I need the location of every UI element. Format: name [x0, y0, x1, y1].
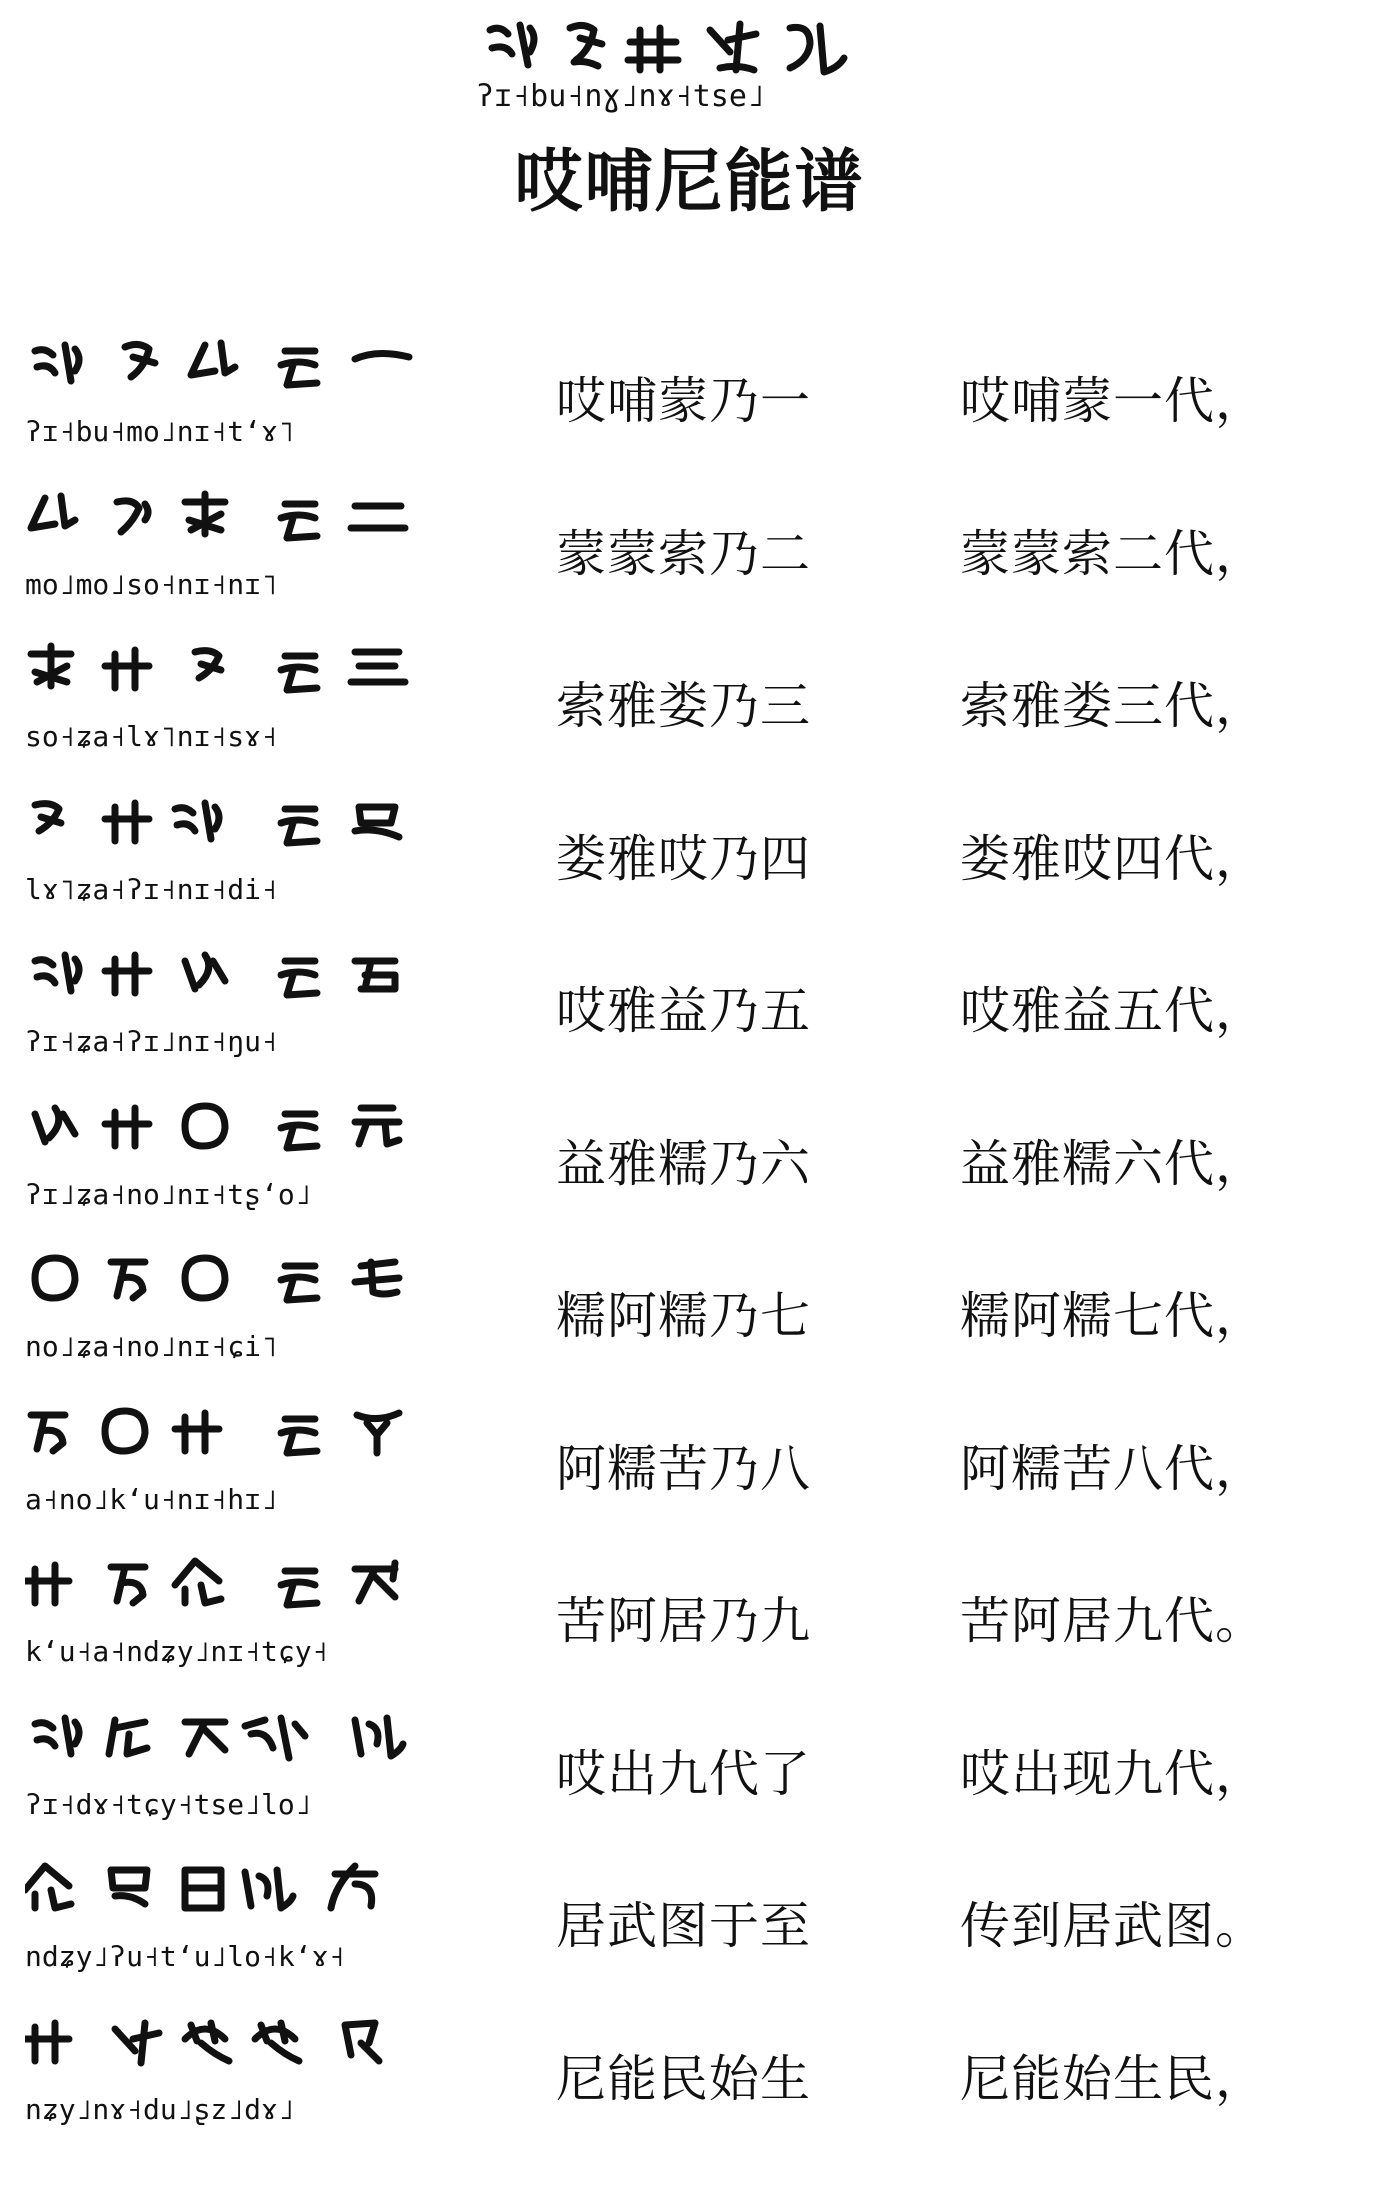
- translation-literal: 居武图于至: [556, 1897, 811, 1955]
- translation-literal: 索雅娄乃三: [556, 677, 811, 735]
- translation-literal: 娄雅哎乃四: [556, 829, 811, 888]
- table-row: [0, 1850, 1379, 2003]
- svg-text:ʔɪ˩ʑa˧no˩nɪ˧tʂʻo˩: ʔɪ˩ʑa˧no˩nɪ˧tʂʻo˩: [25, 1177, 312, 1211]
- translation-literal: 哎雅益乃五: [556, 982, 811, 1040]
- svg-text:ʔɪ˧ʑa˧ʔɪ˩nɪ˧ŋu˧: ʔɪ˧ʑa˧ʔɪ˩nɪ˧ŋu˧: [25, 1025, 278, 1058]
- table-row: [0, 1698, 1379, 1851]
- svg-text:lɤ˥ʑa˧ʔɪ˧nɪ˧di˧: lɤ˥ʑa˧ʔɪ˧nɪ˧di˧: [25, 872, 278, 906]
- table-row: [0, 2003, 1379, 2156]
- svg-text:ʔɪ˧bu˧mo˩nɪ˧tʻɤ˥: ʔɪ˧bu˧mo˩nɪ˧tʻɤ˥: [25, 415, 295, 448]
- translation-free: 阿糯苦八代，: [960, 1439, 1266, 1498]
- translation-free: 哎雅益五代，: [960, 982, 1266, 1040]
- page-header: [0, 0, 1379, 240]
- svg-text:a˧no˩kʻu˧nɪ˧hɪ˩: a˧no˩kʻu˧nɪ˧hɪ˩: [25, 1482, 278, 1516]
- yi-script-image: [25, 2009, 455, 2137]
- translation-free: 索雅娄三代，: [960, 677, 1266, 735]
- header-yi-script-image: [470, 10, 890, 120]
- yi-script-image: [25, 1704, 455, 1832]
- table-row: [0, 478, 1379, 631]
- yi-script-image: [25, 1399, 455, 1527]
- translation-literal: 蒙蒙索乃二: [556, 524, 811, 583]
- svg-text:no˩ʑa˧no˩nɪ˧ɕi˥: no˩ʑa˧no˩nɪ˧ɕi˥: [25, 1330, 278, 1363]
- yi-script-image: [25, 484, 455, 612]
- table-row: [0, 1088, 1379, 1241]
- translation-literal: 益雅糯乃六: [556, 1134, 811, 1193]
- svg-text:ʔɪ˧bu˧nɣ˩nɤ˧tse˩: ʔɪ˧bu˧nɣ˩nɤ˧tse˩: [476, 79, 765, 114]
- yi-script-image: [25, 636, 455, 764]
- yi-script-image: [25, 789, 455, 917]
- table-row: [0, 1240, 1379, 1393]
- translation-free: 糯阿糯七代，: [960, 1287, 1266, 1345]
- translation-free: 苦阿居九代。: [960, 1592, 1266, 1650]
- translation-free: 尼能始生民，: [960, 2049, 1266, 2108]
- table-row: [0, 630, 1379, 783]
- svg-text:mo˩mo˩so˧nɪ˧nɪ˥: mo˩mo˩so˧nɪ˧nɪ˥: [25, 567, 278, 601]
- translation-free: 哎哺蒙一代，: [960, 372, 1266, 430]
- translation-literal: 阿糯苦乃八: [556, 1439, 811, 1498]
- table-row: [0, 1545, 1379, 1698]
- svg-text:ndʑy˩ʔu˧tʻu˩lo˧kʻɤ˧: ndʑy˩ʔu˧tʻu˩lo˧kʻɤ˧: [25, 1940, 346, 1973]
- translation-literal: 哎出九代了: [556, 1744, 811, 1803]
- yi-script-image: [25, 1094, 455, 1222]
- translation-literal: 糯阿糯乃七: [556, 1287, 811, 1345]
- svg-text:ʔɪ˧dɤ˧tɕy˧tse˩lo˩: ʔɪ˧dɤ˧tɕy˧tse˩lo˩: [25, 1787, 312, 1821]
- translation-free: 传到居武图。: [960, 1897, 1266, 1955]
- yi-script-image: [25, 1551, 455, 1679]
- table-row: [0, 325, 1379, 478]
- translation-free: 益雅糯六代，: [960, 1134, 1266, 1193]
- yi-script-drawing: [470, 10, 890, 120]
- table-row: [0, 935, 1379, 1088]
- yi-script-image: [25, 1246, 455, 1374]
- translation-literal: 苦阿居乃九: [556, 1592, 811, 1650]
- svg-text:nʑy˩nɤ˧du˩ʂz˩dɤ˩: nʑy˩nɤ˧du˩ʂz˩dɤ˩: [25, 2092, 295, 2126]
- table-row: [0, 1393, 1379, 1546]
- svg-text:so˧ʑa˧lɤ˥nɪ˧sɤ˧: so˧ʑa˧lɤ˥nɪ˧sɤ˧: [25, 720, 278, 753]
- translation-free: 蒙蒙索二代，: [960, 524, 1266, 583]
- table-row: [0, 783, 1379, 936]
- yi-script-image: [25, 941, 455, 1069]
- yi-script-image: [25, 1856, 455, 1984]
- svg-text:kʻu˧a˧ndʑy˩nɪ˧tɕy˧: kʻu˧a˧ndʑy˩nɪ˧tɕy˧: [25, 1635, 329, 1668]
- translation-literal: 哎哺蒙乃一: [556, 372, 811, 430]
- translation-literal: 尼能民始生: [556, 2049, 811, 2108]
- translation-free: 哎出现九代，: [960, 1744, 1266, 1803]
- page-title: 哎哺尼能谱: [514, 143, 865, 222]
- genealogy-rows: [0, 325, 1379, 2155]
- translation-free: 娄雅哎四代，: [960, 829, 1266, 888]
- yi-script-image: [25, 331, 455, 459]
